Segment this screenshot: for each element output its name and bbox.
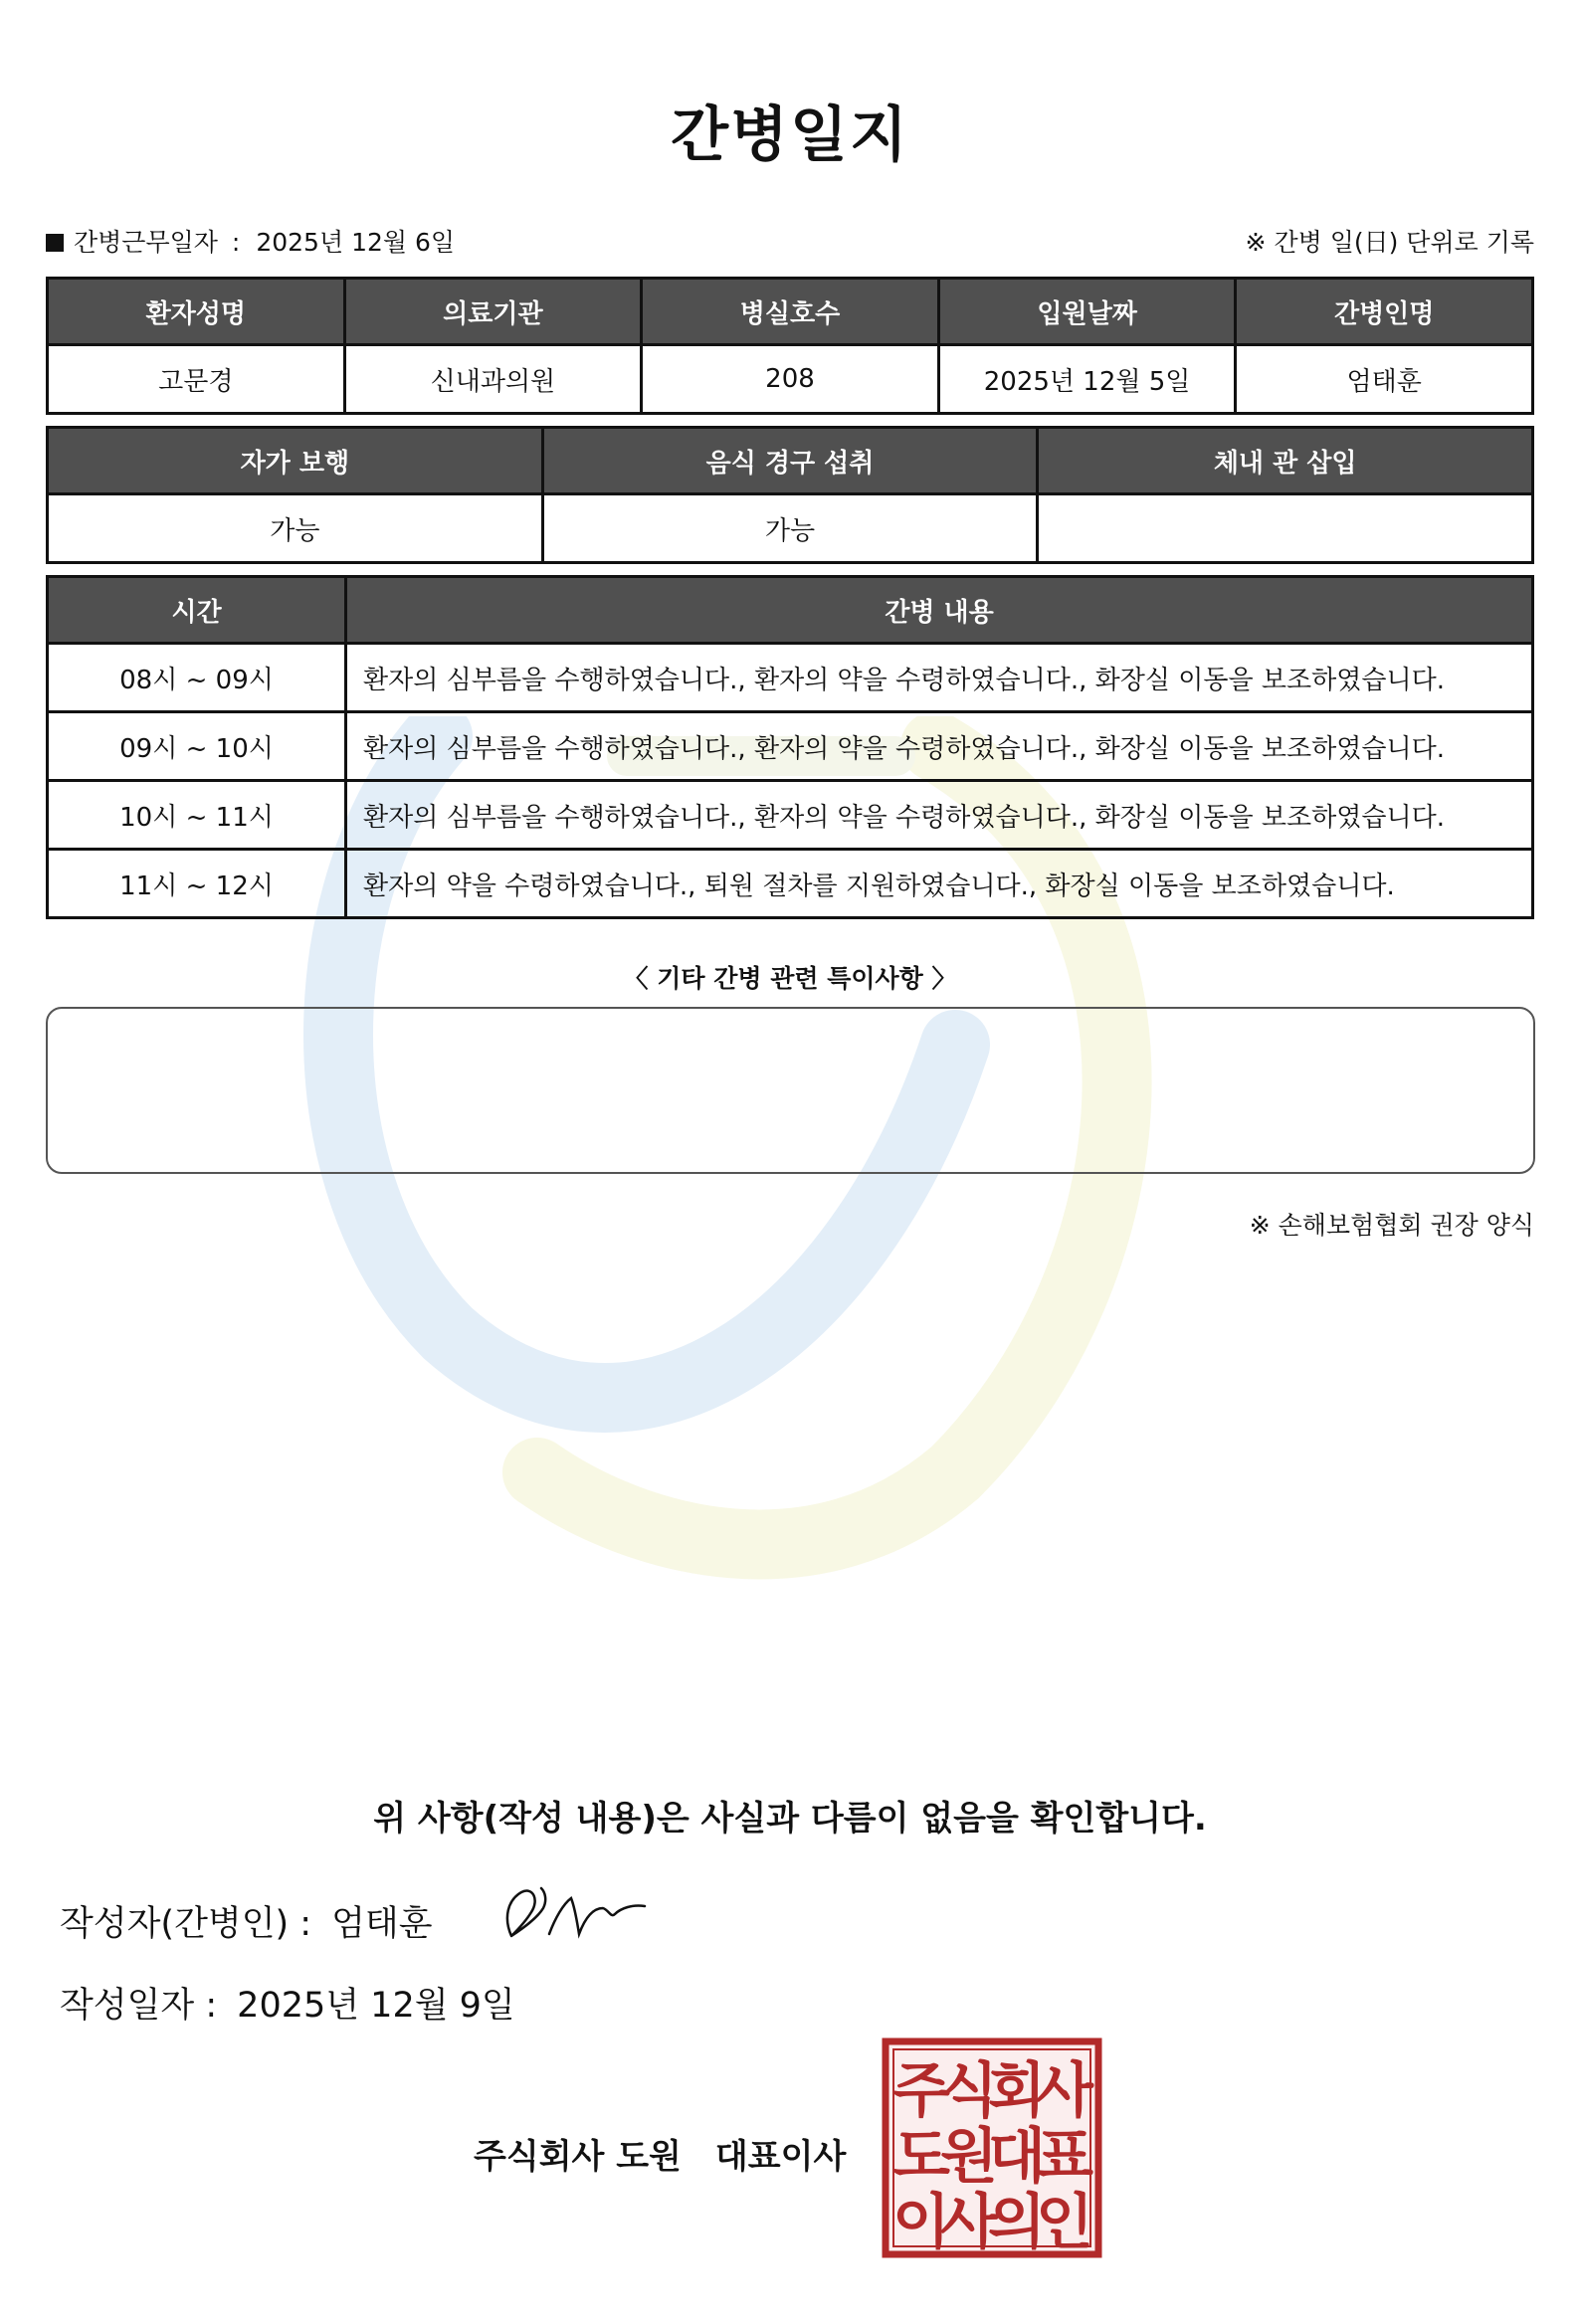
svg-text:회: 회 <box>988 2056 1046 2126</box>
remarks-box <box>46 1007 1535 1174</box>
care-content-cell: 환자의 심부름을 수행하였습니다., 환자의 약을 수령하였습니다., 화장실 이동을 보조하였습니다. <box>346 644 1533 712</box>
company-name: 주식회사 도원 <box>474 2137 682 2177</box>
header-patient-name: 환자성명 <box>48 279 345 345</box>
svg-text:표: 표 <box>1036 2122 1093 2192</box>
table-row <box>48 712 1533 781</box>
care-time-cell: 11시 ~ 12시 <box>48 850 346 918</box>
representative-title: 대표이사 <box>714 2137 847 2177</box>
self-walking-value: 가능 <box>48 494 543 563</box>
svg-text:식: 식 <box>940 2056 998 2126</box>
care-time-cell: 09시 ~ 10시 <box>48 712 346 781</box>
header-caregiver-name: 간병인명 <box>1236 279 1533 345</box>
header-care-content: 간병 내용 <box>346 577 1533 644</box>
patient-info-table <box>46 277 1534 415</box>
patient-status-table <box>46 426 1534 564</box>
header-institution: 의료기관 <box>344 279 642 345</box>
company-line <box>474 2129 846 2178</box>
remarks-title: 〈 기타 간병 관련 특이사항 〉 <box>623 964 957 993</box>
table-row <box>48 850 1533 918</box>
table-row <box>48 781 1533 850</box>
care-content-cell: 환자의 심부름을 수행하였습니다., 환자의 약을 수령하였습니다., 화장실 이동을 보조하였습니다. <box>346 781 1533 850</box>
writer-name: 엄태훈 <box>331 1904 433 1944</box>
svg-text:주: 주 <box>892 2056 950 2126</box>
svg-text:인: 인 <box>1036 2188 1093 2257</box>
admission-date-value: 2025년 12월 5일 <box>938 345 1236 414</box>
company-seal-stamp <box>882 2037 1102 2258</box>
room-number-value: 208 <box>642 345 939 414</box>
table-header-row <box>48 577 1533 644</box>
confirmation-statement: 위 사항(작성 내용)은 사실과 다름이 없음을 확인합니다. <box>373 1799 1207 1839</box>
tube-insertion-value <box>1038 494 1533 563</box>
table-header-row <box>48 279 1533 345</box>
care-time-cell: 08시 ~ 09시 <box>48 644 346 712</box>
header-admission-date: 입원날짜 <box>938 279 1236 345</box>
written-date-label: 작성일자 : <box>60 1986 218 2026</box>
caregiver-name-value: 엄태훈 <box>1236 345 1533 414</box>
care-log-table <box>46 575 1534 919</box>
square-bullet-icon <box>46 234 64 252</box>
header-room-number: 병실호수 <box>642 279 939 345</box>
svg-text:사: 사 <box>940 2188 998 2257</box>
institution-value: 신내과의원 <box>344 345 642 414</box>
svg-text:대: 대 <box>988 2122 1046 2192</box>
work-date-value: 2025년 12월 6일 <box>256 228 456 257</box>
svg-text:사: 사 <box>1036 2056 1093 2126</box>
header-oral-intake: 음식 경구 섭취 <box>542 428 1038 494</box>
signature-image <box>494 1878 653 1950</box>
table-header-row <box>48 428 1533 494</box>
svg-text:도: 도 <box>892 2122 950 2192</box>
writer-line <box>60 1896 433 1946</box>
written-date-value: 2025년 12월 9일 <box>237 1986 515 2026</box>
writer-label: 작성자(간병인) : <box>60 1904 312 1944</box>
table-row <box>48 345 1533 414</box>
patient-name-value: 고문경 <box>48 345 345 414</box>
association-note: ※ 손해보험협회 권장 양식 <box>1249 1211 1534 1240</box>
svg-text:원: 원 <box>940 2122 998 2192</box>
document-title: 간병일지 <box>671 100 909 170</box>
work-date-label: 간병근무일자 <box>74 228 218 257</box>
header-tube-insertion: 체내 관 삽입 <box>1038 428 1533 494</box>
work-date-line <box>46 223 455 259</box>
header-self-walking: 자가 보행 <box>48 428 543 494</box>
care-time-cell: 10시 ~ 11시 <box>48 781 346 850</box>
svg-text:이: 이 <box>892 2188 950 2257</box>
header-time: 시간 <box>48 577 346 644</box>
written-date-line <box>60 1978 515 2028</box>
table-row <box>48 494 1533 563</box>
care-content-cell: 환자의 약을 수령하였습니다., 퇴원 절차를 지원하였습니다., 화장실 이동을 보조하였습니다. <box>346 850 1533 918</box>
record-unit-note: ※ 간병 일(日) 단위로 기록 <box>1245 228 1534 257</box>
oral-intake-value: 가능 <box>542 494 1038 563</box>
svg-text:의: 의 <box>988 2188 1046 2257</box>
care-content-cell: 환자의 심부름을 수행하였습니다., 환자의 약을 수령하였습니다., 화장실 이동을 보조하였습니다. <box>346 712 1533 781</box>
work-date-colon: : <box>231 228 241 257</box>
table-row <box>48 644 1533 712</box>
